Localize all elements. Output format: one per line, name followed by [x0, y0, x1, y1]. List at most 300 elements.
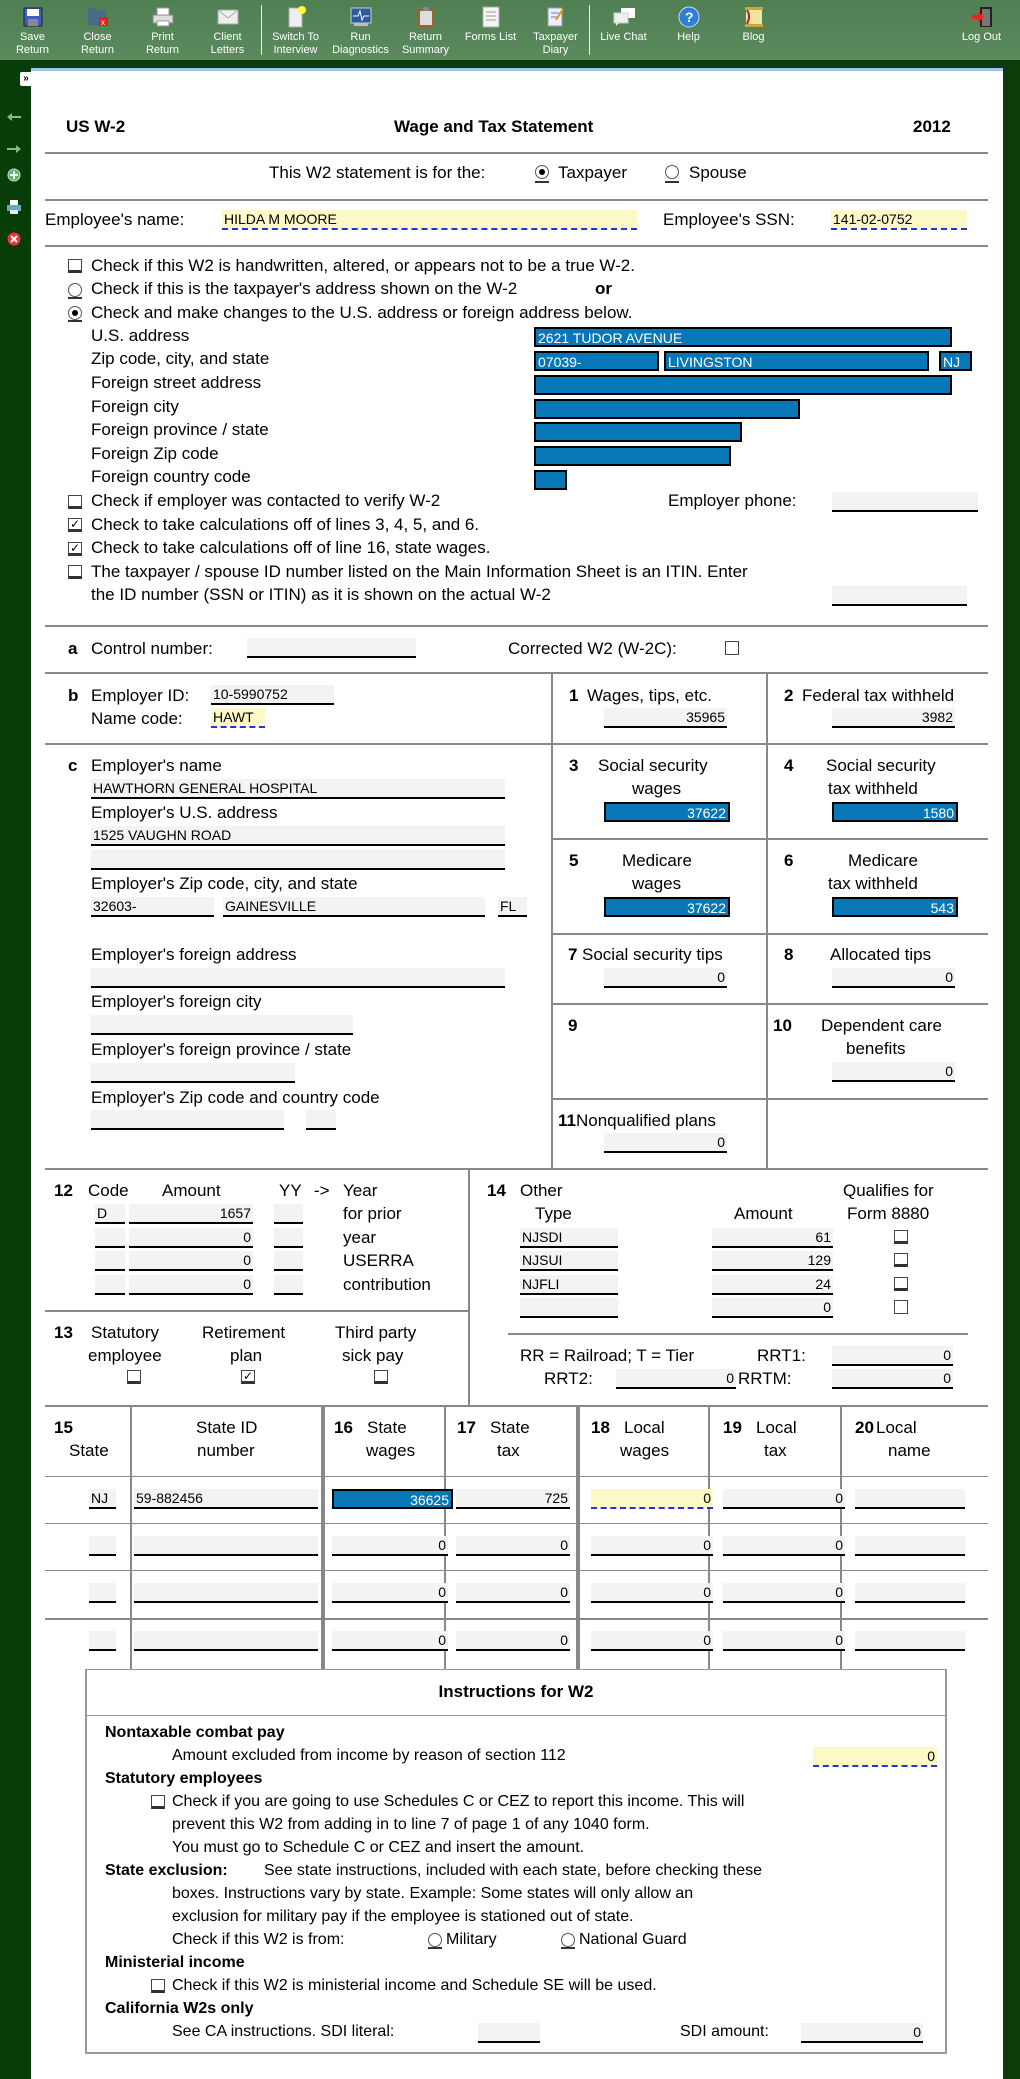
box-1-num: 1 — [569, 686, 579, 705]
box-16-label-1: State — [367, 1418, 407, 1437]
diagnostics-label-2: Diagnostics — [332, 44, 389, 56]
help-icon — [678, 6, 700, 28]
box-4-num: 4 — [784, 756, 794, 775]
foreign-province-label: Foreign province / state — [91, 420, 269, 439]
sdi-amount-label: SDI amount: — [680, 2023, 769, 2040]
diagnostics-monitor-icon — [350, 6, 372, 28]
grid-line — [130, 1405, 132, 1670]
state-exclusion-line-3: exclusion for military pay if the employee is stationed out of state. — [172, 1908, 634, 1925]
toolbar-separator — [261, 5, 262, 55]
printer-icon — [152, 6, 174, 28]
control-number-input[interactable] — [247, 638, 416, 658]
box-19-label-1: Local — [756, 1418, 797, 1437]
logout-label: Log Out — [961, 31, 1002, 43]
divider — [551, 933, 988, 935]
foreign-zip-label: Foreign Zip code — [91, 444, 219, 463]
employer-foreign-city-input[interactable] — [91, 1015, 353, 1035]
employee-name-label: Employee's name: — [45, 210, 185, 229]
rrt1-input[interactable]: 0 — [832, 1346, 953, 1366]
state-input[interactable] — [89, 1583, 116, 1603]
combat-pay-input[interactable]: 0 — [813, 1747, 937, 1767]
divider — [551, 1003, 988, 1005]
box-20-label-1: Local — [876, 1418, 917, 1437]
box-8-num: 8 — [784, 945, 794, 964]
close-folder-icon — [87, 6, 109, 28]
itin-id-input[interactable] — [832, 586, 967, 606]
employer-foreign-zip-input[interactable] — [91, 1110, 284, 1130]
ministerial-heading: Ministerial income — [105, 1954, 245, 1971]
divider — [45, 245, 988, 247]
divider — [45, 743, 551, 745]
box-12-yy-input[interactable] — [274, 1275, 303, 1295]
ss-tax-withheld-input[interactable]: 1580 — [832, 802, 958, 822]
radio-underline — [535, 181, 549, 183]
divider — [45, 199, 988, 201]
grid-line — [551, 672, 553, 1170]
california-heading: California W2s only — [105, 2000, 254, 2017]
save-label-2: Return — [15, 44, 50, 56]
ss-wages-input[interactable]: 37622 — [604, 802, 730, 822]
box-a-letter: a — [68, 639, 78, 658]
help-button[interactable] — [656, 0, 721, 60]
state-input[interactable]: NJ — [89, 1489, 116, 1509]
divider — [45, 1476, 988, 1477]
instructions-title: Instructions for W2 — [438, 1682, 594, 1701]
zip-city-state-label: Zip code, city, and state — [91, 349, 270, 368]
form-8880-checkbox[interactable] — [894, 1300, 908, 1314]
foreign-country-input[interactable] — [534, 470, 567, 490]
box-c-letter: c — [68, 756, 78, 775]
divider — [45, 1310, 468, 1312]
close-label: Close — [83, 31, 112, 43]
log-out-button[interactable] — [949, 0, 1014, 60]
switch-to-interview-button[interactable] — [263, 0, 328, 60]
state-wages-input[interactable]: 36625 — [332, 1489, 453, 1509]
rrt1-label: RRT1: — [757, 1346, 806, 1365]
box-12-code-input[interactable]: D — [95, 1204, 125, 1224]
w2-form-page — [31, 68, 1003, 2079]
box-3-num: 3 — [569, 756, 579, 775]
divider — [551, 743, 988, 745]
divider — [45, 1523, 988, 1524]
diary-label: Taxpayer — [533, 31, 578, 43]
client-letters-label: Client — [213, 31, 242, 43]
save-label: Save — [19, 31, 46, 43]
employer-foreign-address-input[interactable] — [91, 968, 505, 988]
client-letters-button[interactable] — [195, 0, 260, 60]
state-id-input[interactable] — [134, 1536, 318, 1556]
box-12-amount-input[interactable]: 0 — [129, 1228, 253, 1248]
sdi-amount-input[interactable]: 0 — [801, 2023, 923, 2043]
forms-list-icon — [480, 6, 502, 28]
box-12-side-4: contribution — [343, 1275, 431, 1294]
box-7-num: 7 — [568, 945, 578, 964]
close-label-2: Return — [80, 44, 115, 56]
employer-id-input[interactable]: 10-5990752 — [211, 685, 334, 705]
federal-tax-withheld-input[interactable]: 3982 — [832, 708, 955, 728]
instructions-panel — [85, 1669, 947, 2054]
box-2-label: Federal tax withheld — [802, 686, 955, 705]
state-exclusion-line-2: boxes. Instructions vary by state. Example: Some states will only allow an — [172, 1885, 694, 1902]
box-12-yy-input[interactable] — [274, 1204, 303, 1224]
itin-checkbox[interactable] — [68, 565, 82, 579]
w2-from-label: Check if this W2 is from: — [172, 1931, 345, 1948]
radio-underline — [68, 320, 82, 322]
us-address-input[interactable]: 2621 TUDOR AVENUE — [534, 327, 952, 347]
zip-input[interactable]: 07039- — [534, 351, 659, 371]
logout-door-icon — [971, 6, 993, 28]
delete-form-icon[interactable] — [6, 232, 22, 246]
box-10-num: 10 — [773, 1016, 792, 1035]
box-16-label-2: wages — [366, 1441, 416, 1460]
statutory-employees-heading: Statutory employees — [105, 1770, 263, 1787]
grid-line — [766, 672, 768, 1170]
itin-line-2: the ID number (SSN or ITIN) as it is shown on the actual W-2 — [91, 585, 551, 604]
box-19-label-2: tax — [764, 1441, 787, 1460]
state-wages-input[interactable]: 0 — [332, 1536, 448, 1556]
return-summary-label: Return — [408, 31, 443, 43]
allocated-tips-input[interactable]: 0 — [832, 968, 955, 988]
state-id-input[interactable] — [134, 1583, 318, 1603]
address-shown-label: Check if this is the taxpayer's address shown on the W-2 — [91, 279, 518, 298]
divider — [45, 1168, 988, 1170]
wages-tips-input[interactable]: 35965 — [604, 708, 727, 728]
return-summary-button[interactable] — [393, 0, 458, 60]
state-input[interactable]: NJ — [939, 351, 972, 371]
box-12-code-input[interactable] — [95, 1275, 125, 1295]
run-diagnostics-button[interactable] — [328, 0, 393, 60]
expand-panel-toggle[interactable]: » — [20, 72, 32, 86]
retirement-label-1: Retirement — [202, 1323, 286, 1342]
box-14-amount-input[interactable]: 129 — [712, 1251, 833, 1271]
box-b-letter: b — [68, 686, 79, 705]
employer-contacted-checkbox[interactable] — [68, 495, 82, 509]
corrected-w2-checkbox[interactable] — [725, 641, 739, 655]
employer-foreign-zip-label: Employer's Zip code and country code — [91, 1088, 380, 1107]
employer-zip-input[interactable]: 32603- — [91, 897, 214, 917]
forward-arrow-icon[interactable] — [6, 142, 22, 156]
employer-address-2-input[interactable] — [91, 850, 505, 870]
medicare-tax-withheld-input[interactable]: 543 — [832, 897, 958, 917]
box-14-qualifies-header-1: Qualifies for — [843, 1181, 934, 1200]
employer-address-1-input[interactable]: 1525 VAUGHN ROAD — [91, 826, 505, 846]
state-input[interactable] — [89, 1536, 116, 1556]
combat-pay-label: Amount excluded from income by reason of section 112 — [172, 1747, 566, 1764]
print-label-2: Return — [145, 44, 180, 56]
box-12-side-3: USERRA — [343, 1251, 414, 1270]
print-return-button[interactable] — [130, 0, 195, 60]
statutory-employee-checkbox[interactable] — [127, 1370, 141, 1384]
state-exclusion-heading: State exclusion: — [105, 1862, 228, 1879]
grid-line — [323, 1405, 325, 1670]
box-6-num: 6 — [784, 851, 794, 870]
employer-foreign-province-input[interactable] — [91, 1063, 295, 1083]
employer-foreign-city-label: Employer's foreign city — [91, 992, 262, 1011]
spouse-option-label: Spouse — [689, 163, 747, 182]
address-change-label: Check and make changes to the U.S. address or foreign address below. — [91, 303, 633, 322]
form-8880-checkbox[interactable] — [894, 1230, 908, 1244]
divider — [87, 1715, 945, 1716]
us-address-label: U.S. address — [91, 326, 190, 345]
city-input[interactable]: LIVINGSTON — [664, 351, 929, 371]
back-arrow-icon[interactable] — [6, 110, 22, 124]
box-14-amount-input[interactable]: 0 — [712, 1298, 833, 1318]
divider — [45, 1405, 988, 1407]
box-14-other-header: Other — [520, 1181, 563, 1200]
address-change-radio[interactable] — [68, 306, 82, 320]
employer-address-label: Employer's U.S. address — [91, 803, 278, 822]
box-18-label-2: wages — [620, 1441, 670, 1460]
save-return-button[interactable] — [0, 0, 65, 60]
local-wages-input[interactable]: 0 — [591, 1631, 713, 1651]
radio-underline — [665, 181, 679, 183]
itin-line-1: The taxpayer / spouse ID number listed on the Main Information Sheet is an ITIN. Enter — [91, 562, 748, 581]
box-12-num: 12 — [54, 1181, 73, 1200]
svg-text:?: ? — [684, 9, 694, 25]
ministerial-label: Check if this W2 is ministerial income and Schedule SE will be used. — [172, 1977, 657, 1994]
employer-phone-input[interactable] — [832, 492, 978, 512]
state-wages-input[interactable]: 0 — [332, 1631, 448, 1651]
state-input[interactable] — [89, 1631, 116, 1651]
scroll-icon — [743, 6, 765, 28]
radio-underline — [428, 1947, 442, 1949]
box-18-label-1: Local — [624, 1418, 665, 1437]
local-name-input[interactable] — [855, 1583, 965, 1603]
radio-underline — [68, 297, 82, 299]
box-17-num: 17 — [457, 1418, 476, 1437]
box-14-type-input[interactable] — [520, 1298, 618, 1318]
blog-button[interactable] — [721, 0, 786, 60]
state-exclusion-line-1: See state instructions, included with each state, before checking these — [264, 1862, 763, 1879]
page-title: Wage and Tax Statement — [394, 117, 594, 136]
print-form-icon[interactable] — [6, 200, 22, 214]
taxpayer-radio[interactable] — [535, 165, 549, 179]
divider — [45, 1570, 988, 1571]
box-20-num: 20 — [855, 1418, 874, 1437]
employer-name-label: Employer's name — [91, 756, 222, 775]
box-12-yy-input[interactable] — [274, 1251, 303, 1271]
or-label: or — [595, 279, 612, 298]
switch-label-2: Interview — [273, 44, 318, 56]
form-8880-checkbox[interactable] — [894, 1253, 908, 1267]
employer-foreign-province-label: Employer's foreign province / state — [91, 1040, 352, 1059]
box-12-amount-input[interactable]: 0 — [129, 1251, 253, 1271]
switch-interview-icon — [285, 6, 307, 28]
statement-for-label: This W2 statement is for the: — [269, 163, 486, 182]
grid-line — [468, 1168, 470, 1405]
local-name-input[interactable] — [855, 1631, 965, 1651]
local-name-input[interactable] — [855, 1489, 965, 1509]
state-tax-input[interactable]: 0 — [456, 1631, 570, 1651]
divider — [45, 1618, 988, 1620]
calc-3456-checkbox[interactable]: ✓ — [69, 517, 81, 531]
rrtm-input[interactable]: 0 — [832, 1369, 953, 1389]
box-2-num: 2 — [784, 686, 794, 705]
box-5-label-2: wages — [632, 874, 682, 893]
box-12-code-header: Code — [88, 1181, 129, 1200]
live-chat-button[interactable] — [591, 0, 656, 60]
foreign-street-input[interactable] — [534, 375, 952, 395]
grid-line — [578, 1405, 580, 1670]
box-10-label-2: benefits — [846, 1039, 906, 1058]
box-12-amount-input[interactable]: 0 — [129, 1275, 253, 1295]
clipboard-icon — [415, 6, 437, 28]
local-name-input[interactable] — [855, 1536, 965, 1556]
box-12-yy-input[interactable] — [274, 1228, 303, 1248]
retirement-label-2: plan — [230, 1346, 263, 1365]
foreign-street-label: Foreign street address — [91, 373, 262, 392]
add-form-icon[interactable] — [6, 168, 22, 182]
national-guard-radio[interactable] — [561, 1933, 575, 1947]
sdi-literal-input[interactable] — [478, 2023, 540, 2043]
statutory-line-2: prevent this W2 from adding in to line 7 of page 1 of any 1040 form. — [172, 1816, 650, 1833]
help-label: Help — [677, 31, 700, 43]
employer-zip-city-label: Employer's Zip code, city, and state — [91, 874, 358, 893]
state-id-header-1: State ID — [196, 1418, 258, 1437]
sdi-literal-label: See CA instructions. SDI literal: — [172, 2023, 395, 2040]
state-tax-input[interactable]: 0 — [456, 1583, 570, 1603]
military-label: Military — [446, 1931, 497, 1948]
radio-underline — [561, 1947, 575, 1949]
employer-name-input[interactable]: HAWTHORN GENERAL HOSPITAL — [91, 779, 505, 799]
box-4-label-1: Social security — [826, 756, 936, 775]
rr-note: RR = Railroad; T = Tier — [520, 1346, 695, 1365]
employer-id-label: Employer ID: — [91, 686, 190, 705]
local-tax-input[interactable]: 0 — [723, 1489, 845, 1509]
local-tax-input[interactable]: 0 — [723, 1583, 845, 1603]
ministerial-checkbox[interactable] — [151, 1979, 165, 1993]
military-radio[interactable] — [428, 1933, 442, 1947]
statutory-line-1: Check if you are going to use Schedules C or CEZ to report this income. This will — [172, 1793, 745, 1810]
spouse-radio[interactable] — [665, 165, 679, 179]
employer-country-code-input[interactable] — [306, 1110, 336, 1130]
box-9-num: 9 — [568, 1016, 578, 1035]
box-14-amount-header: Amount — [734, 1204, 793, 1223]
live-chat-label: Live Chat — [600, 31, 647, 43]
form-8880-checkbox[interactable] — [894, 1277, 908, 1291]
employee-name-input[interactable]: HILDA M MOORE — [222, 210, 637, 230]
dependent-care-input[interactable]: 0 — [832, 1062, 955, 1082]
box-16-num: 16 — [334, 1418, 353, 1437]
local-wages-input[interactable]: 0 — [591, 1489, 713, 1509]
local-wages-input[interactable]: 0 — [591, 1536, 713, 1556]
foreign-province-input[interactable] — [534, 422, 742, 442]
box-7-label: Social security tips — [582, 945, 723, 964]
main-toolbar — [0, 0, 1020, 60]
forms-list-button[interactable] — [458, 0, 523, 60]
handwritten-label: Check if this W2 is handwritten, altered, or appears not to be a true W-2. — [91, 256, 635, 275]
foreign-country-label: Foreign country code — [91, 467, 251, 486]
box-17-label-2: tax — [497, 1441, 520, 1460]
handwritten-checkbox[interactable] — [68, 259, 82, 273]
box-14-type-input[interactable]: NJSDI — [520, 1228, 618, 1248]
return-summary-label-2: Summary — [401, 44, 450, 56]
employer-state-input[interactable]: FL — [498, 897, 527, 917]
box-14-amount-input[interactable]: 61 — [712, 1228, 833, 1248]
diary-label-2: Diary — [542, 44, 569, 56]
ss-tips-input[interactable]: 0 — [604, 968, 727, 988]
box-3-label-2: wages — [632, 779, 682, 798]
box-11-num: 11 — [558, 1111, 576, 1130]
state-tax-input[interactable]: 725 — [456, 1489, 570, 1509]
box-12-code-input[interactable] — [95, 1228, 125, 1248]
local-tax-input[interactable]: 0 — [723, 1631, 845, 1651]
address-shown-radio[interactable] — [68, 283, 82, 297]
medicare-wages-input[interactable]: 37622 — [604, 897, 730, 917]
divider — [551, 1098, 988, 1100]
box-11-label: Nonqualified plans — [576, 1111, 716, 1130]
box-12-amount-input[interactable]: 1657 — [129, 1204, 253, 1224]
box-14-type-input[interactable]: NJSUI — [520, 1251, 618, 1271]
box-12-code-input[interactable] — [95, 1251, 125, 1271]
rrt2-input[interactable]: 0 — [616, 1369, 736, 1389]
employee-ssn-input[interactable]: 141-02-0752 — [831, 210, 967, 230]
foreign-zip-input[interactable] — [534, 446, 731, 466]
taxpayer-option-label: Taxpayer — [558, 163, 627, 182]
state-tax-input[interactable]: 0 — [456, 1536, 570, 1556]
blog-label: Blog — [742, 31, 765, 43]
national-guard-label: National Guard — [579, 1931, 687, 1948]
chat-bubbles-icon — [613, 6, 635, 28]
box-8-label: Allocated tips — [830, 945, 932, 964]
employee-ssn-label: Employee's SSN: — [663, 210, 795, 229]
calc-16-label: Check to take calculations off of line 16, state wages. — [91, 538, 491, 557]
close-return-button[interactable] — [65, 0, 130, 60]
box-14-amount-input[interactable]: 24 — [712, 1275, 833, 1295]
statutory-label-2: employee — [88, 1346, 162, 1365]
state-id-input[interactable]: 59-882456 — [134, 1489, 318, 1509]
nonqualified-plans-input[interactable]: 0 — [604, 1133, 727, 1153]
box-12-side-2: year — [343, 1228, 377, 1247]
box-1-label: Wages, tips, etc. — [587, 686, 713, 705]
box-14-type-header: Type — [535, 1204, 572, 1223]
statutory-schedule-c-checkbox[interactable] — [151, 1795, 165, 1809]
box-14-qualifies-header-2: Form 8880 — [847, 1204, 930, 1223]
tax-year: 2012 — [913, 117, 951, 136]
third-party-sick-pay-checkbox[interactable] — [374, 1370, 388, 1384]
local-wages-input[interactable]: 0 — [591, 1583, 713, 1603]
divider — [45, 672, 988, 674]
floppy-disk-icon — [22, 6, 44, 28]
box-5-num: 5 — [569, 851, 579, 870]
box-6-label-1: Medicare — [848, 851, 918, 870]
taxpayer-diary-button[interactable] — [523, 0, 588, 60]
foreign-city-label: Foreign city — [91, 397, 179, 416]
box-20-label-2: name — [888, 1441, 931, 1460]
box-18-num: 18 — [591, 1418, 610, 1437]
rrt2-label: RRT2: — [544, 1369, 593, 1388]
employer-city-input[interactable]: GAINESVILLE — [223, 897, 485, 917]
box-13-num: 13 — [54, 1323, 73, 1342]
local-tax-input[interactable]: 0 — [723, 1536, 845, 1556]
foreign-city-input[interactable] — [534, 399, 800, 419]
switch-label: Switch To — [272, 31, 319, 43]
divider — [551, 838, 988, 840]
box-12-amount-header: Amount — [162, 1181, 221, 1200]
form-id: US W-2 — [66, 117, 126, 136]
state-id-input[interactable] — [134, 1631, 318, 1651]
statutory-line-3: You must go to Schedule C or CEZ and insert the amount. — [172, 1839, 585, 1856]
calc-16-checkbox[interactable]: ✓ — [69, 541, 81, 555]
diary-icon — [545, 6, 567, 28]
box-14-type-input[interactable]: NJFLI — [520, 1275, 618, 1295]
control-number-label: Control number: — [91, 639, 213, 658]
forms-list-label: Forms List — [464, 31, 517, 43]
retirement-plan-checkbox[interactable]: ✓ — [242, 1369, 254, 1383]
name-code-input[interactable]: HAWT — [211, 708, 265, 728]
state-wages-input[interactable]: 0 — [332, 1583, 448, 1603]
box-15-num: 15 — [54, 1418, 73, 1437]
